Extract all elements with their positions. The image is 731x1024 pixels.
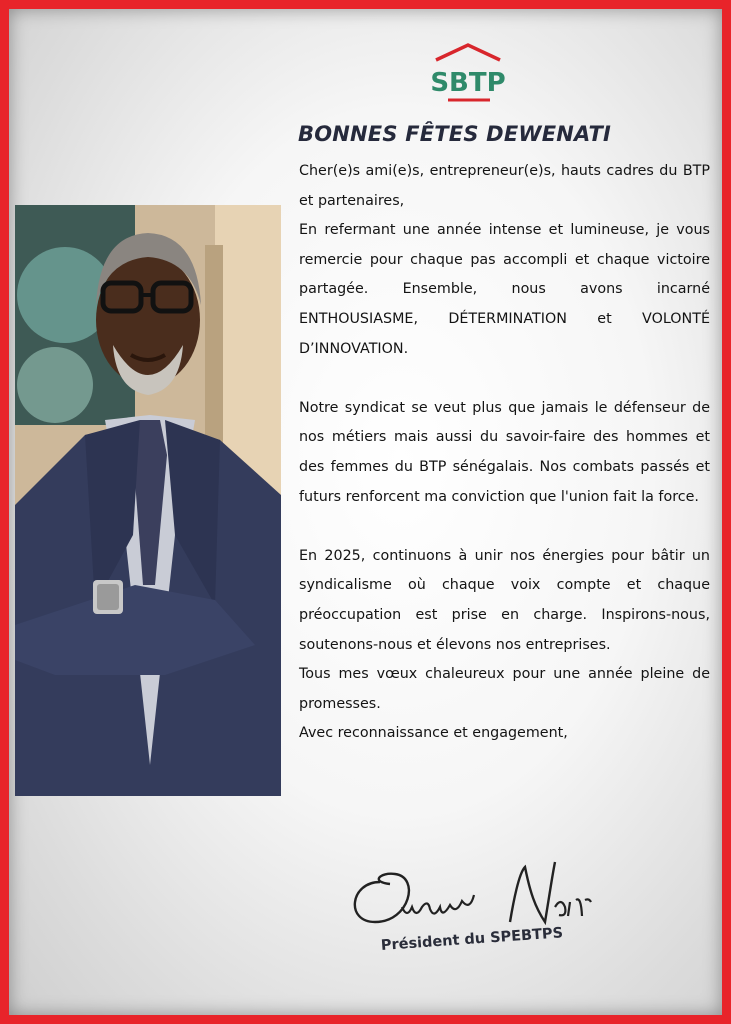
closing-paragraph: Avec reconnaissance et engagement, xyxy=(299,725,568,742)
wishes-paragraph: Tous mes vœux chaleureux pour une année pleine de promesses. xyxy=(299,666,710,712)
thanks-paragraph: En refermant une année intense et lumineuse, je vous remercie pour chaque pas accompli et chaque victoire partagée. Ensemble, nous avons incarné ENTHOUSIASME, DÉTERMINATION et VOLONTÉ D’INNOVATION. xyxy=(299,222,710,357)
goals-paragraph: En 2025, continuons à unir nos énergies pour bâtir un syndicalisme où chaque voix compte et chaque préoccupation est prise en charge. Inspirons-nous, soutenons-nous et élevons nos entreprises. xyxy=(299,547,710,653)
sbtp-house-logo-icon xyxy=(428,42,508,106)
president-photo xyxy=(15,205,281,796)
letter-body xyxy=(299,157,710,749)
syndicate-paragraph: Notre syndicat se veut plus que jamais le défenseur de nos métiers mais aussi du savoir-faire des hommes et des femmes du BTP sénégalais. Nos combats passés et futurs renforcent ma conviction que l'union fait la force. xyxy=(299,399,710,505)
signature xyxy=(340,852,620,934)
sbtp-logo xyxy=(428,42,508,106)
president-role: Président du SPEBTPS xyxy=(380,925,564,954)
portrait-illustration xyxy=(15,205,281,796)
salutation-paragraph: Cher(e)s ami(e)s, entrepreneur(e)s, hauts cadres du BTP et partenaires, xyxy=(299,163,710,209)
logo-text: SBTP xyxy=(430,68,506,98)
greeting-title: BONNES FÊTES DEWENATI xyxy=(298,122,612,146)
handwritten-signature xyxy=(340,852,620,934)
